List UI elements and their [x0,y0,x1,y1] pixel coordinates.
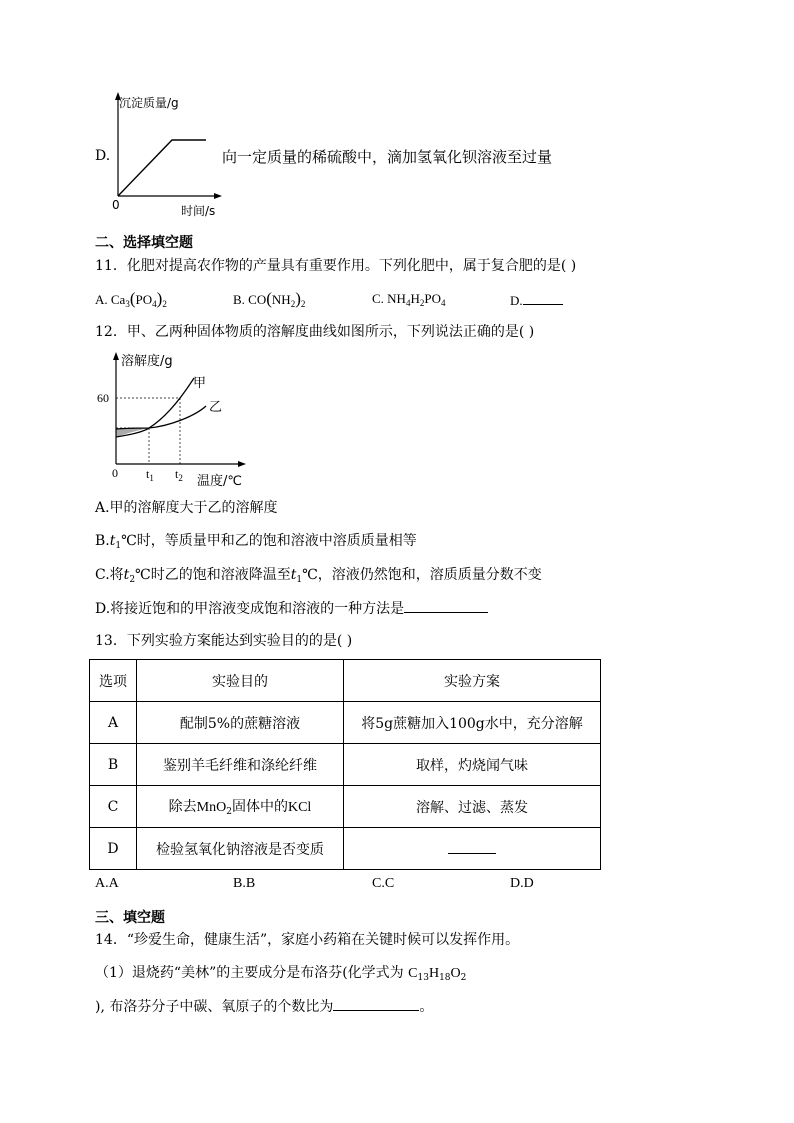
solubility-xlabel: 温度/℃ [197,474,242,489]
solubility-ylabel: 溶解度/g [121,354,173,369]
q14-stem: 14．“珍爱生命，健康生活”，家庭小药箱在关键时候可以发挥作用。 [95,932,520,948]
q12-option-b: $B.t_1℃$时，等质量甲和乙的饱和溶液中溶质质量相等 [95,533,417,551]
row-plan: 溶解、过滤、蒸发 [344,786,601,828]
q11-option-c: C. $NH_4H_2PO_4$ [372,291,446,308]
q12-stem: 12．甲、乙两种固体物质的溶解度曲线如图所示，下列说法正确的是( ) [95,324,535,340]
precipitate-curve [118,140,206,196]
q14-answer-blank[interactable] [333,996,419,1011]
q11-answer-blank[interactable] [523,290,563,305]
q13-answer-blank[interactable] [448,839,496,854]
q12-option-c: C.将$t_2℃$时乙的饱和溶液降温至$t_1℃$，溶液仍然饱和，溶质质量分数不变 [95,567,542,585]
q12-option-a: A.甲的溶解度大于乙的溶解度 [95,500,278,516]
row-plan: 取样，灼烧闻气味 [344,744,601,786]
option-d-label: D. [95,148,111,164]
table-row [90,828,601,870]
row-plan: 将5g蔗糖加入100g水中，充分溶解 [344,702,601,744]
series-yi-curve [116,406,206,429]
experiment-table [89,659,601,870]
q14-part1-line1: （1）退烧药“美林”的主要成分是布洛芬(化学式为 $C_{13}H_{18}O_2$ [95,965,467,983]
header-option: 选项 [90,660,137,702]
row-option: A [90,702,137,744]
x-tick-t2: $t_2$ [175,467,183,483]
row-purpose: 鉴别羊毛纤维和涤纶纤维 [137,744,344,786]
q13-answer-a: A.A [95,876,119,891]
row-option: B [90,744,137,786]
section-2-title: 二、选择填空题 [95,235,193,251]
q11-option-d: D. [510,290,563,310]
q13-answer-c: C.C [372,876,395,891]
table-row [90,786,601,828]
section-3-title: 三、填空题 [95,910,165,926]
q13-stem: 13．下列实验方案能达到实验目的的是( ) [95,633,353,649]
row-option: D [90,828,137,870]
header-purpose: 实验目的 [137,660,344,702]
q11-option-b: B. $CO(NH_2)_2$ [233,289,306,309]
table-row [90,702,601,744]
q13-answer-d: D.D [510,876,534,891]
x-axis-arrow [214,193,222,199]
precipitate-xlabel: 时间/s [181,204,216,218]
precipitate-ylabel: 沉淀质量/g [119,96,179,110]
row-purpose: 除去MnO$_2$固体中的KCl [137,786,344,828]
row-plan [344,828,601,870]
table-header-row [90,660,601,702]
precipitate-origin: 0 [112,198,120,212]
solubility-origin: 0 [112,466,118,480]
q11-stem: 11．化肥对提高农作物的产量具有重要作用。下列化肥中，属于复合肥的是( ) [95,258,577,274]
row-option: C [90,786,137,828]
q13-answer-b: B.B [233,876,256,891]
header-plan: 实验方案 [344,660,601,702]
q12-option-d: D.将接近饱和的甲溶液变成饱和溶液的一种方法是 [95,598,488,619]
q12-answer-blank[interactable] [404,598,488,613]
q14-part1-line2: ), 布洛芬分子中碳、氧原子的个数比为 。 [95,996,433,1017]
y-tick-60: 60 [97,391,109,405]
x-tick-t1: $t_1$ [146,467,154,483]
option-d-description: 向一定质量的稀硫酸中，滴加氢氧化钡溶液至过量 [222,148,553,166]
legend-yi: 乙 [209,400,223,415]
q11-option-a: A. $Ca_3(PO_4)_2$ [95,289,167,309]
legend-jia: 甲 [193,376,207,391]
y-axis-arrow [113,352,119,360]
row-purpose: 检验氢氧化钠溶液是否变质 [137,828,344,870]
x-axis-arrow [238,461,246,467]
table-row [90,744,601,786]
row-purpose: 配制5%的蔗糖溶液 [137,702,344,744]
